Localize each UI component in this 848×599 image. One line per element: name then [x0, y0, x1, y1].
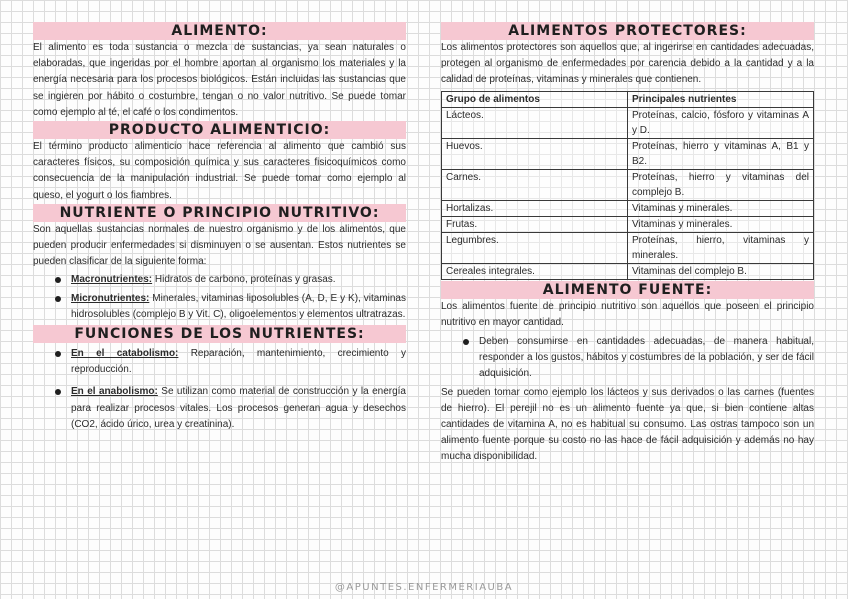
table-row: [442, 263, 814, 279]
producto-alimenticio-heading: PRODUCTO ALIMENTICIO:: [33, 121, 406, 139]
table-row: [442, 138, 814, 169]
list-item-term: Micronutrientes:: [71, 292, 150, 304]
table-cell-nutrients: Vitaminas y minerales.: [628, 216, 814, 232]
table-cell-group: Carnes.: [442, 169, 628, 200]
list-item-text: Hidratos de carbono, proteínas y grasas.: [152, 274, 336, 286]
table-cell-group: Lácteos.: [442, 107, 628, 138]
table-cell-nutrients: Vitaminas y minerales.: [628, 200, 814, 216]
funciones-list: [33, 346, 406, 433]
list-item: [71, 291, 406, 323]
nutriente-text: Son aquellas sustancias normales de nuestro organismo y de los alimentos, que pueden producir enfermedades si disminuyen o se ausentan. Estos nutrientes se pueden clasificar de la siguiente forma:: [33, 223, 406, 268]
alimento-text: El alimento es toda sustancia o mezcla de sustancias, ya sean naturales o elaboradas, que ingeridas por el hombre aportan al organismo los materiales y la energía necesaria para los procesos biológicos. Están incluidas las sustancias que se ingieren por hábito o costumbre, tengan o no valor nutritivo. Se puede tomar como ejemplo al té, el café o los condimentos.: [33, 42, 406, 118]
producto-alimenticio-text: El término producto alimenticio hace referencia al alimento que cambió sus caracteres físicos, su composición química y sus caracteres fisicoquímicos como consecuencia de la manipulación industrial. Se puede tomar como ejemplo al queso, el yogurt o los fiambres.: [33, 141, 406, 201]
list-item: [71, 384, 406, 433]
funciones-heading: FUNCIONES DE LOS NUTRIENTES:: [33, 325, 406, 343]
table-cell-group: Cereales integrales.: [442, 263, 628, 279]
table-cell-nutrients: Proteínas, hierro, vitaminas y minerales.: [628, 232, 814, 263]
table-cell-nutrients: Vitaminas del complejo B.: [628, 263, 814, 279]
table-cell-group: Frutas.: [442, 216, 628, 232]
table-cell-nutrients: Proteínas, hierro y vitaminas del complejo B.: [628, 169, 814, 200]
footer-handle: @APUNTES.ENFERMERIAUBA: [334, 582, 514, 593]
left-column: [33, 22, 406, 435]
alimento-fuente-examples: Se pueden tomar como ejemplo los lácteos y sus derivados o las carnes (fuentes de hierro). El perejil no es un alimento fuente ya que, si bien contiene altas cantidades de vitamina A, no es habitual su consumo. Las ostras tampoco son un alimento fuente porque su costo no las hace de fácil adquisición y además no hay mucha disponibilidad.: [441, 386, 814, 463]
alimentos-protectores-text: Los alimentos protectores son aquellos que, al ingerirse en cantidades adecuadas, protegen al organismo de enfermedades por carencia debido a la cantidad y a la calidad de proteínas, vitaminas y minerales que contienen.: [441, 42, 814, 86]
table-header-nutrients: Principales nutrientes: [628, 91, 814, 107]
list-item-term: En el catabolismo:: [71, 348, 179, 360]
nutriente-heading: NUTRIENTE O PRINCIPIO NUTRITIVO:: [33, 204, 406, 222]
table-cell-nutrients: Proteínas, calcio, fósforo y vitaminas A y D.: [628, 107, 814, 138]
list-item: [71, 346, 406, 378]
alimento-fuente-list: [441, 334, 814, 383]
table-row: [442, 200, 814, 216]
list-item-text: Minerales, vitaminas liposolubles (A, D, E y K), vitaminas hidrosolubles (complejo B y Vit. C), oligoelementos y elementos ultratrazas.: [71, 292, 406, 320]
nutrients-table: [441, 91, 814, 280]
table-cell-group: Legumbres.: [442, 232, 628, 263]
alimento-heading: ALIMENTO:: [33, 22, 406, 40]
table-row: [442, 232, 814, 263]
list-item: Deben consumirse en cantidades adecuadas, de manera habitual, responder a los gustos, hábitos y costumbres de la población, y ser de fácil adquisición.: [479, 334, 814, 383]
list-item-term: En el anabolismo:: [71, 386, 158, 398]
table-cell-group: Hortalizas.: [442, 200, 628, 216]
table-row: [442, 107, 814, 138]
table-cell-nutrients: Proteínas, hierro y vitaminas A, B1 y B2.: [628, 138, 814, 169]
table-row: [442, 216, 814, 232]
list-item: [71, 272, 406, 288]
list-item-text: Reparación, mantenimiento, crecimiento y reproducción.: [71, 348, 407, 376]
table-row: [442, 169, 814, 200]
alimento-fuente-text: Los alimentos fuente de principio nutritivo son aquellos que poseen el principio nutritivo en mayor cantidad.: [441, 300, 814, 328]
list-item-text: Se utilizan como material de construcción y la energía para realizar procesos vitales. Los procesos generan agua y desechos (CO2, ácido úrico, urea y creatinina).: [71, 386, 406, 430]
table-header-group: Grupo de alimentos: [442, 91, 628, 107]
table-cell-group: Huevos.: [442, 138, 628, 169]
alimento-fuente-heading: ALIMENTO FUENTE:: [441, 281, 814, 299]
right-column: [441, 22, 814, 466]
nutriente-list: [33, 272, 406, 323]
alimentos-protectores-heading: ALIMENTOS PROTECTORES:: [441, 22, 814, 40]
list-item-term: Macronutrientes:: [71, 274, 153, 286]
table-header-row: [442, 91, 814, 107]
